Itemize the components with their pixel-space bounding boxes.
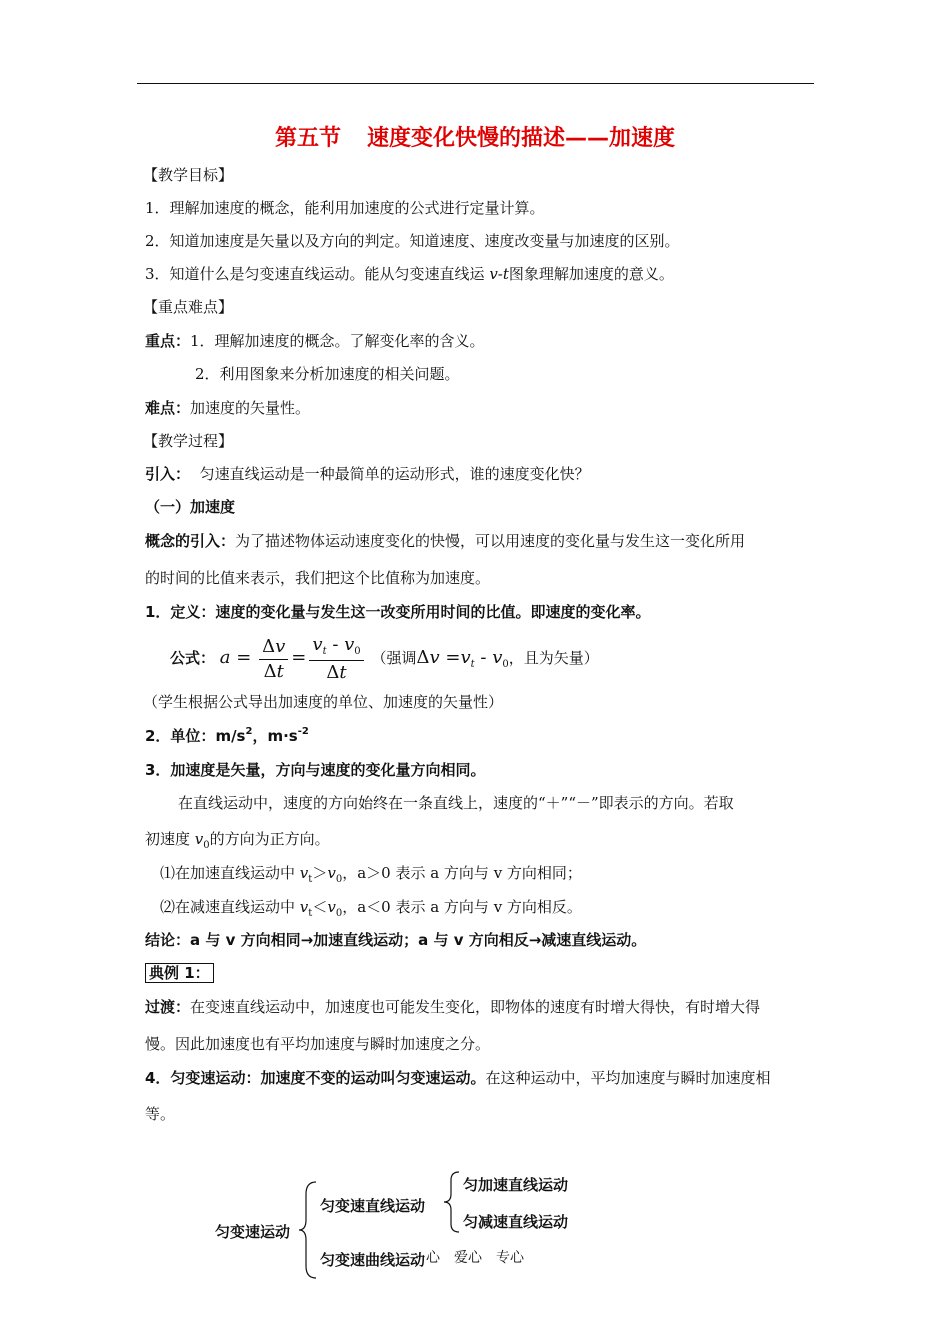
key-heading: 【重点难点】 (143, 298, 234, 316)
title-section: 第五节 (274, 126, 341, 151)
section-heading: （一）加速度 (145, 498, 236, 516)
uniform-line-1: 4．匀变速运动：加速度不变的运动叫匀变速运动。在这种运动中，平均加速度与瞬时加速度相 (145, 1069, 771, 1087)
tree-root: 匀变速运动 (215, 1223, 291, 1241)
page-footer: 心 爱心 专心 (426, 1250, 524, 1266)
key-point-1: 重点：1．理解加速度的概念。了解变化率的含义。 (145, 332, 485, 350)
vector-statement: 3．加速度是矢量，方向与速度的变化量方向相同。 (145, 761, 486, 779)
concept-line-1: 概念的引入：为了描述物体运动速度变化的快慢，可以用速度的变化量与发生这一变化所用 (145, 532, 746, 550)
tree-brace-left (298, 1180, 320, 1280)
process-heading: 【教学过程】 (143, 432, 234, 450)
tree-brace-right (442, 1170, 462, 1234)
goal-item-3: 3．知道什么是匀变速直线运动。能从匀变速直线运 v-t图象理解加速度的意义。 (145, 265, 674, 283)
page-title (0, 121, 950, 152)
definition: 1．定义：速度的变化量与发生这一改变所用时间的比值。即速度的变化率。 (145, 603, 651, 621)
uniform-line-2: 等。 (145, 1105, 176, 1123)
goal-item-2: 2．知道加速度是矢量以及方向的判定。知道速度、速度改变量与加速度的区别。 (145, 232, 680, 250)
intro: 引入： 匀速直线运动是一种最简单的运动形式，谁的速度变化快？ (145, 465, 590, 483)
tree-branch-linear: 匀变速直线运动 (320, 1197, 426, 1215)
direction-line-1: 在直线运动中，速度的方向始终在一条直线上，速度的“＋”“－”即表示的方向。若取 (178, 794, 734, 812)
student-note: （学生根据公式导出加速度的单位、加速度的矢量性） (143, 693, 504, 711)
goals-heading: 【教学目标】 (143, 166, 234, 184)
difficulty: 难点：加速度的矢量性。 (145, 399, 311, 417)
case-accelerating: ⑴在加速直线运动中 $v_t>v_0$，a＞0 表示 a 方向与 v 方向相同； (160, 864, 582, 885)
direction-line-2: 初速度 $v_0$的方向为正方向。 (145, 830, 330, 851)
key-point-2: 2．利用图象来分析加速度的相关问题。 (195, 365, 460, 383)
concept-line-2: 的时间的比值来表示，我们把这个比值称为加速度。 (145, 569, 491, 587)
tree-leaf-decelerating: 匀减速直线运动 (463, 1213, 569, 1231)
header-rule (137, 83, 814, 84)
unit-line: 2．单位：$m/s^2$，$m\cdot s^{-2}$ (145, 726, 309, 745)
tree-branch-curved: 匀变速曲线运动 (320, 1251, 426, 1269)
goal-item-1: 1．理解加速度的概念，能利用加速度的公式进行定量计算。 (145, 199, 545, 217)
transition-line-1: 过渡：在变速直线运动中，加速度也可能发生变化，即物体的速度有时增大得快，有时增大得 (145, 998, 761, 1016)
tree-leaf-accelerating: 匀加速直线运动 (463, 1176, 569, 1194)
title-topic: 速度变化快慢的描述——加速度 (367, 126, 676, 151)
formula: 公式： a = $\frac{\Delta v}{\Delta t}$ = $\frac{v_t - v_0}{\Delta t}$ （强调$\Delta v =v_t - v_0$，且为矢量） (170, 634, 599, 683)
example-label: 典例 1： (145, 963, 214, 983)
conclusion: 结论：a 与 v 方向相同→加速直线运动；a 与 v 方向相反→减速直线运动。 (145, 931, 647, 949)
transition-line-2: 慢。因此加速度也有平均加速度与瞬时加速度之分。 (145, 1035, 491, 1053)
case-decelerating: ⑵在减速直线运动中 $v_t<v_0$，a＜0 表示 a 方向与 v 方向相反。 (160, 898, 582, 919)
